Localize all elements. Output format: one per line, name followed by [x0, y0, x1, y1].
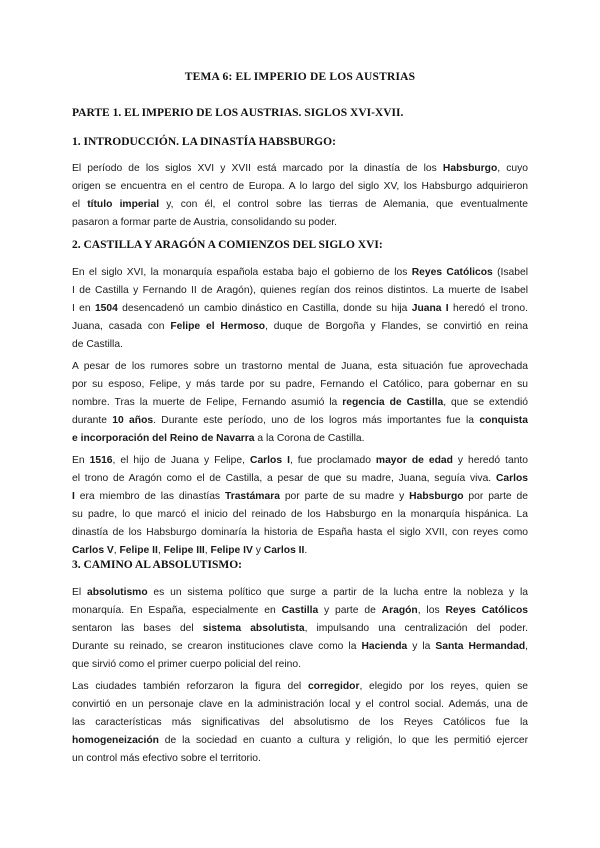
text-run: , los: [417, 605, 446, 616]
bold-term: I: [72, 491, 75, 502]
bold-term: corregidor: [307, 681, 360, 692]
text-line: [72, 412, 528, 430]
text-run: Las ciudades también reforzaron la figura del: [72, 681, 308, 692]
text-line: [72, 488, 528, 506]
text-run: heredó el trono.: [448, 303, 528, 314]
text-line: [72, 452, 528, 470]
text-line: [72, 178, 528, 196]
text-run: pasaron a formar parte de Austria, consolidando su poder.: [72, 217, 338, 228]
bold-term: sistema absolutista: [202, 623, 305, 634]
text-run: era miembro de las dinastías: [74, 491, 225, 502]
bold-term: Trastámara: [224, 491, 280, 502]
text-line: [72, 376, 528, 394]
text-line: [72, 282, 528, 300]
text-line: [72, 620, 528, 638]
text-run: monarquía. En España, especialmente en: [72, 605, 282, 616]
bold-term: Carlos I: [250, 455, 290, 466]
text-run: En el siglo XVI, la monarquía española estaba bajo el gobierno de los: [72, 267, 412, 278]
text-run: las características más significativas del absolutismo de los Reyes Católicos fue la: [72, 717, 528, 728]
text-run: I de Castilla y Fernando II de Aragón), quienes regían dos reinos distintos. La muerte de Isabel: [72, 285, 528, 296]
text-run: un control más efectivo sobre el territorio.: [72, 753, 261, 764]
text-run: El: [72, 587, 87, 598]
bold-term: Felipe III: [163, 545, 205, 556]
paragraph: [72, 678, 528, 768]
bold-term: 1504: [94, 303, 118, 314]
text-run: por su esposo, Felipe, y más tarde por su padre, Fernando el Católico, para gobernar en su: [72, 379, 528, 390]
document-title: TEMA 6: EL IMPERIO DE LOS AUSTRIAS: [184, 71, 416, 83]
text-run: y heredó tanto: [452, 455, 529, 466]
section-heading: 1. INTRODUCCIÓN. LA DINASTÍA HABSBURGO:: [72, 136, 336, 148]
bold-term: título imperial: [87, 199, 160, 210]
paragraph: [72, 452, 528, 560]
text-line: [72, 196, 528, 214]
text-run: por parte de su madre y: [279, 491, 410, 502]
text-run: ,: [113, 545, 120, 556]
text-run: ,: [204, 545, 211, 556]
text-run: , fue proclamado: [289, 455, 376, 466]
text-run: el trono de Aragón como el de Castilla, a pesar de que su madre, Juana, seguía viva.: [72, 473, 496, 484]
text-run: dinastía de los Habsburgo dominaría la historia de España hasta el siglo XVII, con reyes como: [72, 527, 528, 538]
bold-term: 1516: [89, 455, 113, 466]
text-run: , elegido por los reyes, quien se: [359, 681, 529, 692]
text-line: [72, 714, 528, 732]
text-line: [72, 470, 528, 488]
text-run: y, con él, el control sobre las tierras de Alemania, que eventualmente: [159, 199, 528, 210]
text-run: , duque de Borgoña y Flandes, se convirtió en reina: [265, 321, 528, 332]
text-run: y: [252, 545, 264, 556]
text-line: [72, 696, 528, 714]
text-line: [72, 732, 528, 750]
bold-term: regencia de Castilla: [342, 397, 444, 408]
paragraph: [72, 584, 528, 674]
bold-term: Habsburgo: [409, 491, 464, 502]
text-run: (Isabel: [492, 267, 528, 278]
text-run: sentaron las bases del: [72, 623, 203, 634]
paragraph: [72, 358, 528, 448]
text-run: que sirvió como el primer cuerpo policial del reino.: [72, 659, 301, 670]
text-run: , el hijo de Juana y Felipe,: [112, 455, 251, 466]
text-line: [72, 214, 528, 232]
text-line: [72, 750, 528, 768]
text-line: [72, 678, 528, 696]
bold-term: Reyes Católicos: [445, 605, 528, 616]
text-line: [72, 524, 528, 542]
text-line: [72, 336, 528, 354]
text-run: ,: [157, 545, 164, 556]
paragraph: [72, 264, 528, 354]
text-run: , cuyo: [497, 163, 528, 174]
paragraph: [72, 160, 528, 232]
bold-term: conquista: [479, 415, 528, 426]
text-line: [72, 506, 528, 524]
bold-term: Felipe II: [119, 545, 158, 556]
bold-term: absolutismo: [86, 587, 148, 598]
bold-term: mayor de edad: [375, 455, 453, 466]
text-run: El período de los siglos XVI y XVII está marcado por la dinastía de los: [72, 163, 443, 174]
text-run: el: [72, 199, 88, 210]
text-run: ,: [525, 641, 528, 652]
bold-term: Reyes Católicos: [411, 267, 493, 278]
bold-term: Carlos: [495, 473, 528, 484]
text-run: su padre, lo que marcó el inicio del reinado de los Habsburgo en la monarquía hispánica. La: [72, 509, 528, 520]
text-run: y la: [407, 641, 436, 652]
text-line: [72, 602, 528, 620]
text-line: [72, 638, 528, 656]
text-line: [72, 542, 528, 560]
text-run: origen se encuentra en el centro de Europa. A lo largo del siglo XV, los Habsburgo adquirieron: [72, 181, 528, 192]
text-run: de la sociedad en cuanto a cultura y religión, lo que les permitió ejercer: [158, 735, 528, 746]
bold-term: Felipe el Hermoso: [170, 321, 266, 332]
text-run: En: [72, 455, 90, 466]
text-run: I en: [72, 303, 95, 314]
text-line: [72, 584, 528, 602]
text-run: , que se extendió: [443, 397, 528, 408]
bold-term: Habsburgo: [442, 163, 498, 174]
text-line: [72, 430, 528, 448]
text-run: por parte de: [463, 491, 528, 502]
bold-term: Carlos II: [263, 545, 305, 556]
bold-term: Felipe IV: [210, 545, 253, 556]
bold-term: Santa Hermandad: [435, 641, 526, 652]
text-run: A pesar de los rumores sobre un trastorno mental de Juana, esta situación fue aprovechada: [72, 361, 528, 372]
text-run: a la Corona de Castilla.: [254, 433, 365, 444]
bold-term: Juana I: [411, 303, 449, 314]
bold-term: 10 años: [112, 415, 154, 426]
text-run: . Durante este período, uno de los logros más importantes fue la: [153, 415, 480, 426]
text-run: nombre. Tras la muerte de Felipe, Fernando asumió la: [72, 397, 343, 408]
text-run: Juana, casada con: [72, 321, 171, 332]
bold-term: Castilla: [281, 605, 319, 616]
text-run: durante: [72, 415, 113, 426]
text-run: y parte de: [318, 605, 382, 616]
bold-term: homogeneización: [72, 735, 159, 746]
text-run: Durante su reinado, se crearon instituciones clave como la: [72, 641, 362, 652]
text-run: .: [304, 545, 308, 556]
text-line: [72, 160, 528, 178]
text-line: [72, 264, 528, 282]
text-run: desencadenó un cambio dinástico en Castilla, donde su hija: [117, 303, 412, 314]
text-line: [72, 300, 528, 318]
text-run: , impulsando una centralización del poder.: [304, 623, 528, 634]
text-line: [72, 318, 528, 336]
part-heading: PARTE 1. EL IMPERIO DE LOS AUSTRIAS. SIGLOS XVI-XVII.: [72, 107, 404, 119]
section-heading: 3. CAMINO AL ABSOLUTISMO:: [72, 559, 242, 571]
bold-term: Carlos V: [72, 545, 114, 556]
text-line: [72, 656, 528, 674]
bold-term: Hacienda: [361, 641, 408, 652]
text-run: convirtió en un personaje clave en la administración local y el control social. Además, una de: [72, 699, 528, 710]
bold-term: Aragón: [381, 605, 418, 616]
text-line: [72, 358, 528, 376]
text-run: de Castilla.: [72, 339, 123, 350]
text-line: [72, 394, 528, 412]
bold-term: e incorporación del Reino de Navarra: [72, 433, 255, 444]
section-heading: 2. CASTILLA Y ARAGÓN A COMIENZOS DEL SIGLO XVI:: [72, 239, 383, 251]
text-run: es un sistema político que surge a partir de la lucha entre la nobleza y la: [147, 587, 528, 598]
